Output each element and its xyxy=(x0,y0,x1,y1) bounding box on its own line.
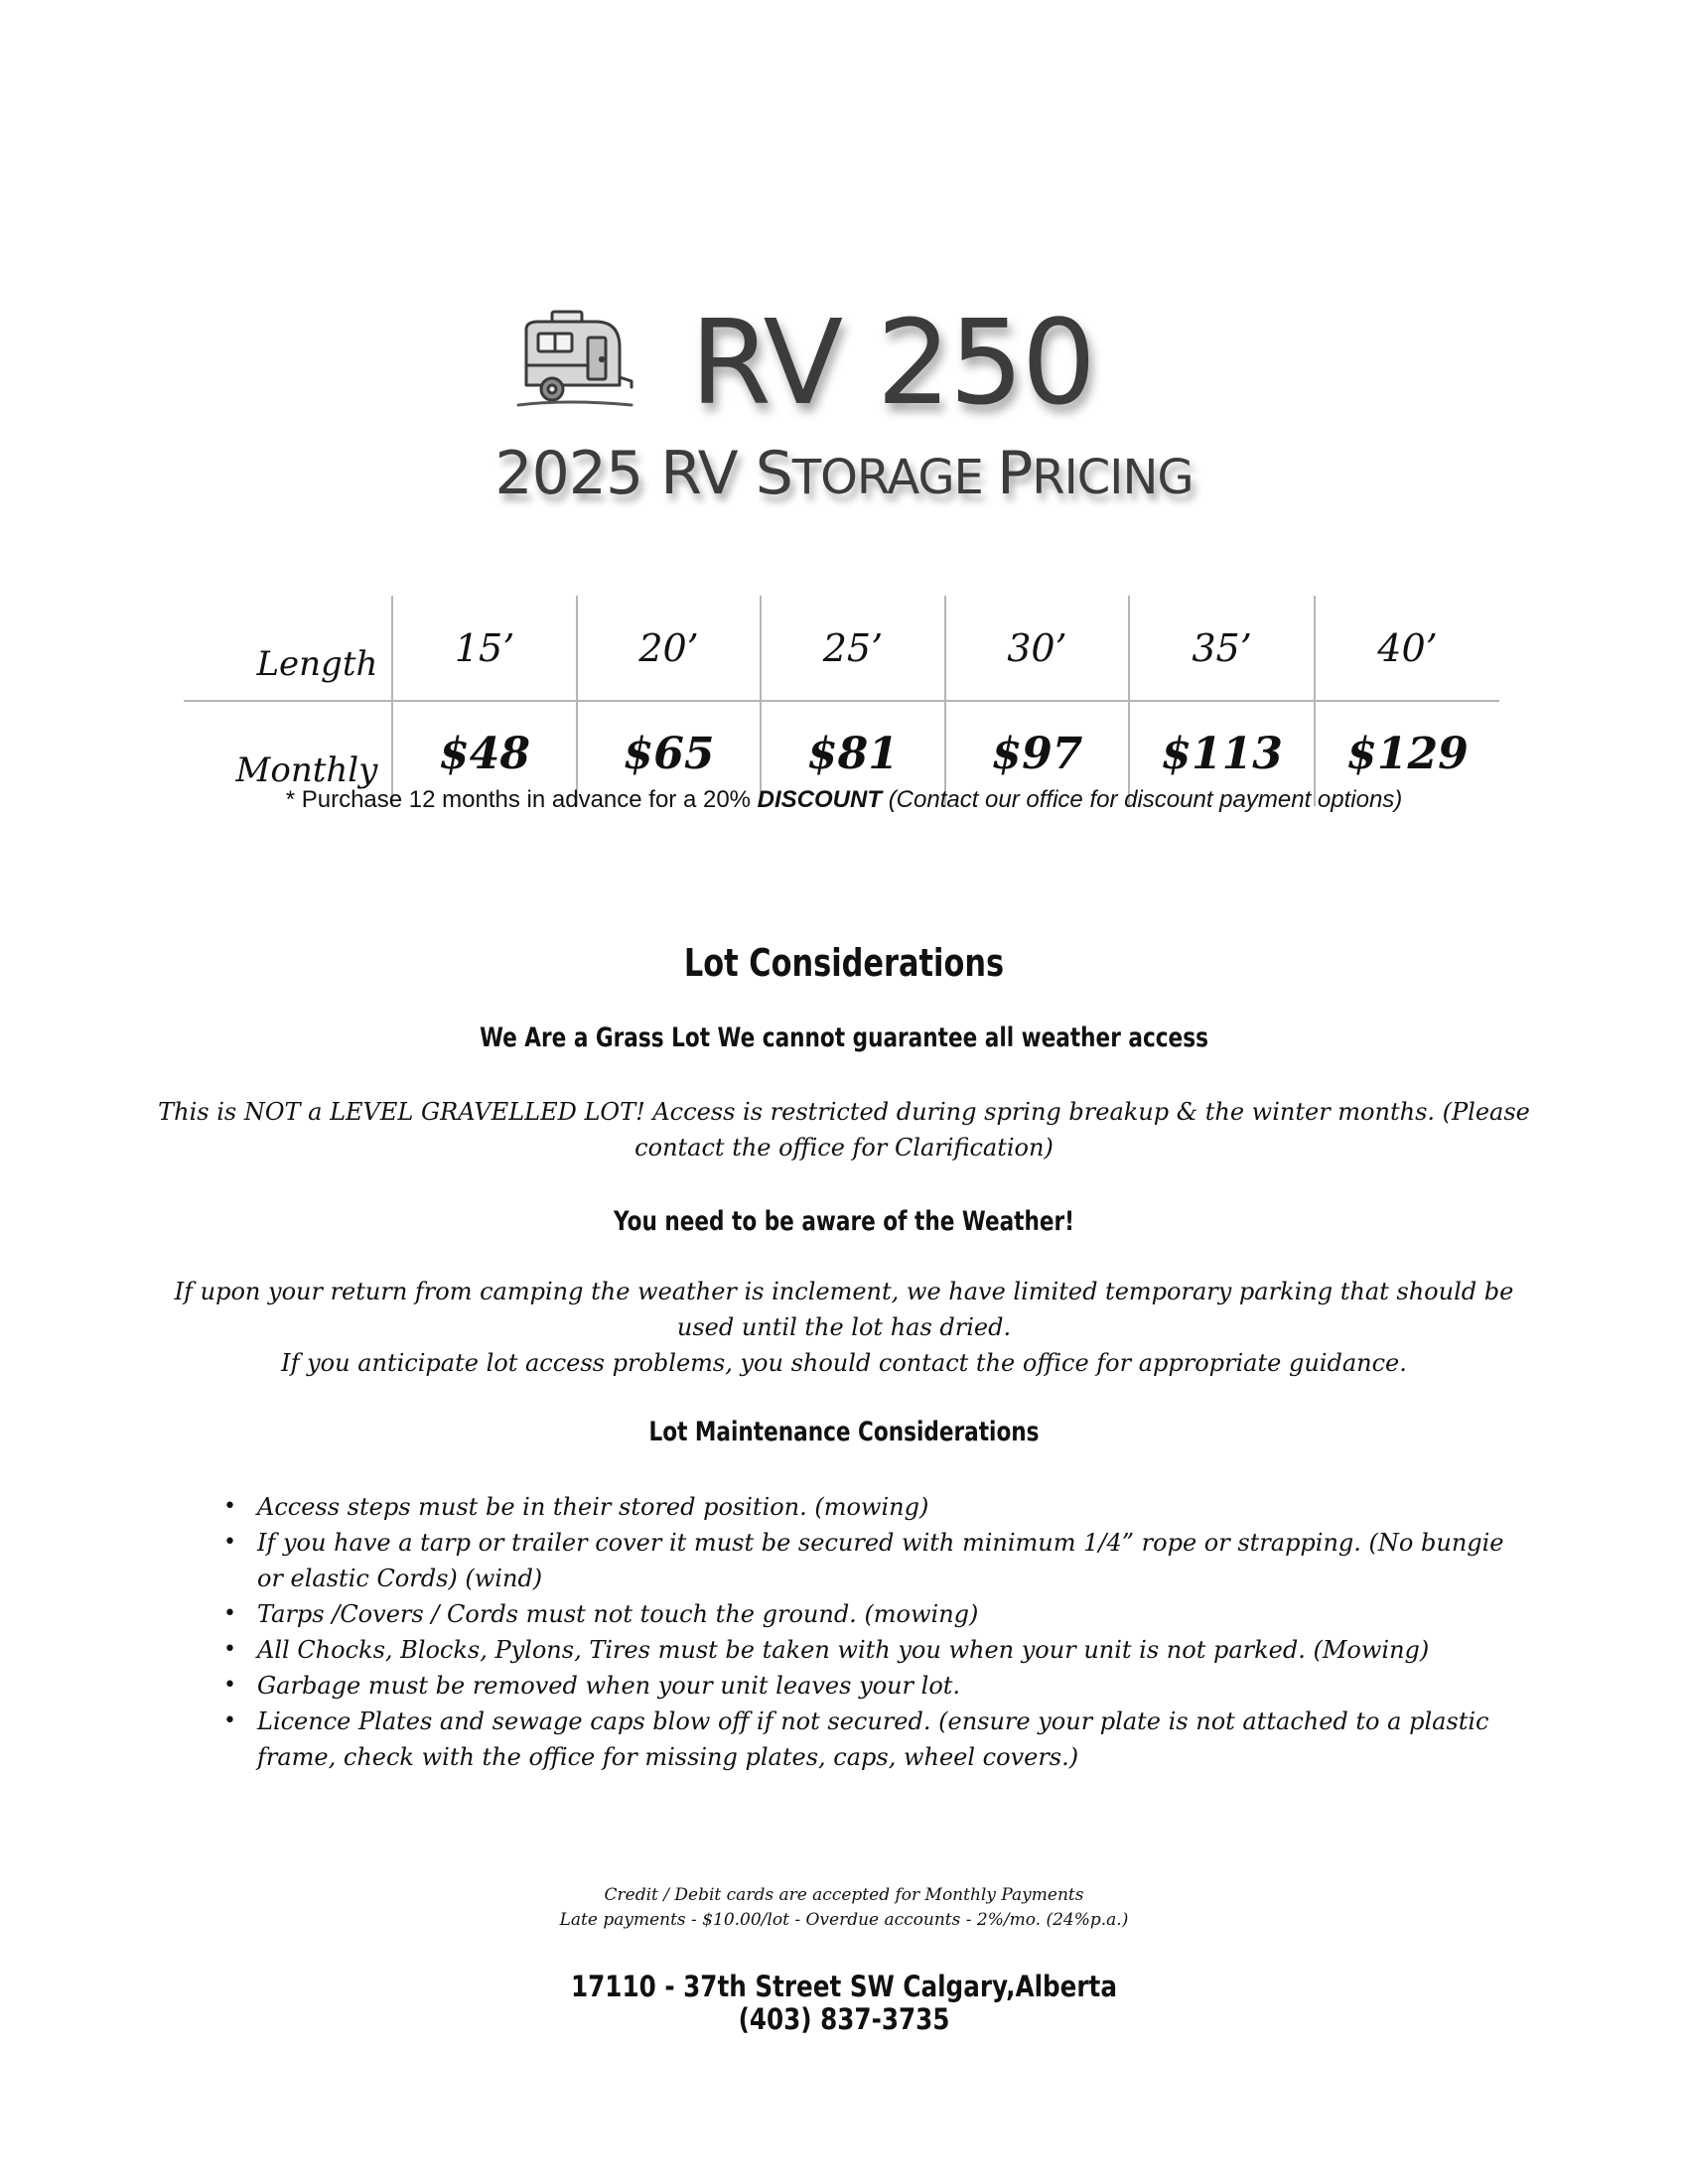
price-cell: $65 xyxy=(577,701,761,806)
length-label: Length xyxy=(184,596,392,701)
weather-text xyxy=(149,1274,1539,1381)
price-cell: $113 xyxy=(1129,701,1315,806)
list-item: • If you have a tarp or trailer cover it must be secured with minimum 1/4” rope or strapping. (No bungie or elastic Cords) (wind) xyxy=(223,1525,1504,1596)
late-payment-terms: Late payments - $10.00/lot - Overdue accounts - 2%/mo. (24%p.a.) xyxy=(559,1910,1129,1930)
list-item: • All Chocks, Blocks, Pylons, Tires must be taken with you when your unit is not parked. (Mowing) xyxy=(223,1632,1504,1668)
list-item: • Licence Plates and sewage caps blow off if not secured. (ensure your plate is not attached to a plastic frame, check with the office for missing plates, caps, wheel covers.) xyxy=(223,1704,1504,1775)
discount-contact: (Contact our office for discount payment options) xyxy=(888,786,1403,813)
length-cell: 30’ xyxy=(945,596,1129,701)
maintenance-list xyxy=(223,1489,1504,1775)
length-cell: 20’ xyxy=(577,596,761,701)
subtitle-storage-rest: TORAGE xyxy=(791,450,998,505)
monthly-label: Monthly xyxy=(235,751,378,790)
lot-considerations-title: Lot Considerations xyxy=(683,941,1005,985)
discount-note xyxy=(0,786,1688,814)
grass-lot-text xyxy=(149,1094,1539,1165)
camper-trailer-icon xyxy=(516,308,635,417)
subtitle-year: 2025 RV xyxy=(494,439,756,508)
contact-block xyxy=(127,1971,1562,2036)
length-cell: 15’ xyxy=(392,596,576,701)
length-cell: 35’ xyxy=(1129,596,1315,701)
discount-prefix: * Purchase 12 months in advance for a 20% xyxy=(285,786,758,813)
list-item: • Tarps /Covers / Cords must not touch the ground. (mowing) xyxy=(223,1596,1504,1632)
street-address: 17110 - 37th Street SW Calgary,Alberta xyxy=(570,1970,1117,2003)
price-cell: $48 xyxy=(392,701,576,806)
pricing-table xyxy=(184,596,1499,806)
list-item: • Garbage must be removed when your unit leaves your lot. xyxy=(223,1668,1504,1704)
maintenance-heading: Lot Maintenance Considerations xyxy=(648,1417,1040,1447)
price-cell: $97 xyxy=(945,701,1129,806)
subtitle-s-cap: S xyxy=(755,439,792,508)
weather-paragraph-1: If upon your return from camping the weather is inclement, we have limited temporary parking that should be used until the lot has dried. xyxy=(174,1278,1514,1341)
discount-emphasis: DISCOUNT xyxy=(757,786,883,813)
payment-methods: Credit / Debit cards are accepted for Monthly Payments xyxy=(604,1885,1084,1905)
subtitle-pricing-rest: RICING xyxy=(1032,450,1194,505)
subtitle-p-cap: P xyxy=(997,439,1033,508)
payment-info xyxy=(0,1883,1688,1933)
grass-lot-paragraph: This is NOT a LEVEL GRAVELLED LOT! Access is restricted during spring breakup & the winter months. (Please contact the office for Clarification) xyxy=(158,1098,1530,1161)
page-subtitle xyxy=(0,439,1688,508)
length-row xyxy=(184,596,1499,701)
list-item: • Access steps must be in their stored position. (mowing) xyxy=(223,1489,1504,1525)
grass-lot-heading: We Are a Grass Lot We cannot guarantee all weather access xyxy=(480,1023,1208,1053)
length-cell: 25’ xyxy=(761,596,944,701)
page-header xyxy=(0,288,1688,546)
price-cell: $129 xyxy=(1315,701,1499,806)
brand-title: RV 250 xyxy=(690,294,1094,431)
price-cell: $81 xyxy=(761,701,944,806)
weather-heading: You need to be aware of the Weather! xyxy=(613,1206,1075,1237)
weather-paragraph-2: If you anticipate lot access problems, you should contact the office for appropriate guidance. xyxy=(281,1349,1407,1377)
length-cell: 40’ xyxy=(1315,596,1499,701)
phone-number: (403) 837-3735 xyxy=(738,2002,950,2036)
